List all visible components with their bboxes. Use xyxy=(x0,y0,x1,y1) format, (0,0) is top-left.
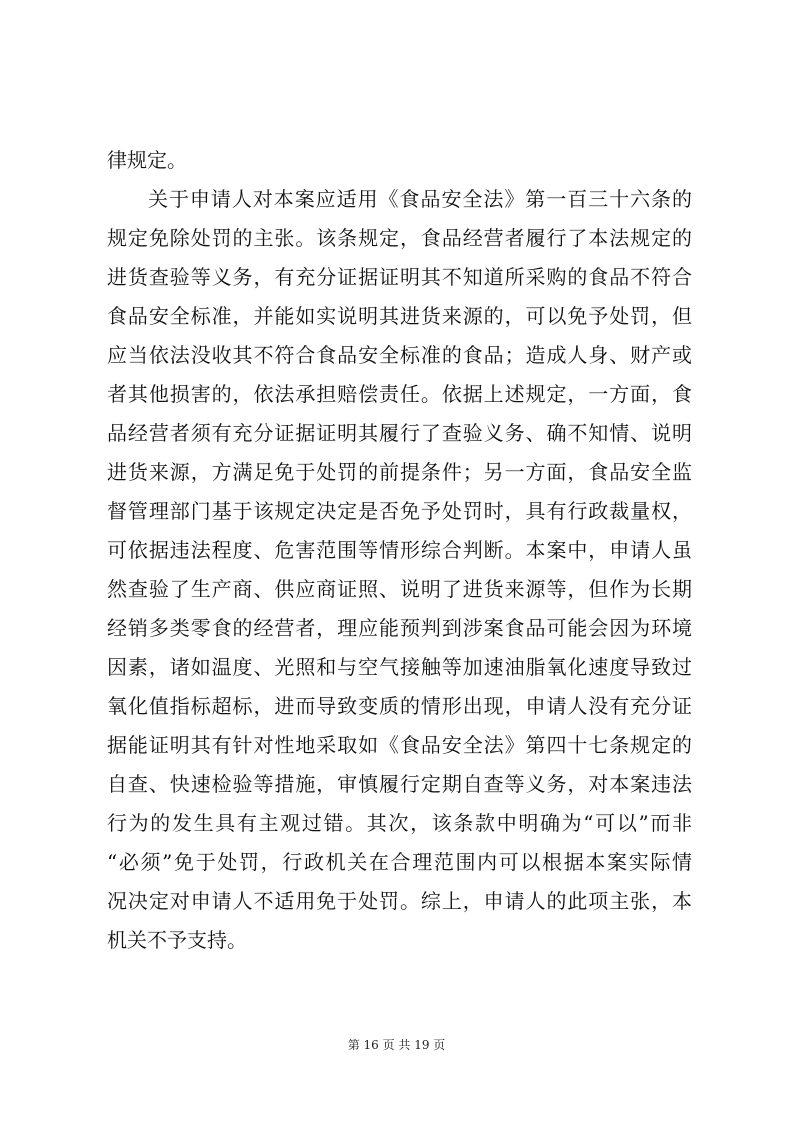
paragraph-line: 应当依法没收其不符合食品安全标准的食品；造成人身、财产或 xyxy=(107,343,692,367)
paragraph-line: 督管理部门基于该规定决定是否免予处罚时，具有行政裁量权， xyxy=(107,499,692,523)
paragraph-line: 可依据违法程度、危害范围等情形综合判断。本案中，申请人虽 xyxy=(107,538,692,562)
paragraph-line: 食品安全标准，并能如实说明其进货来源的，可以免予处罚，但 xyxy=(107,304,692,328)
paragraph-line: 经销多类零食的经营者，理应能预判到涉案食品可能会因为环境 xyxy=(107,616,692,640)
paragraph-line: 因素，诸如温度、光照和与空气接触等加速油脂氧化速度导致过 xyxy=(107,655,692,679)
paragraph-line: 品经营者须有充分证据证明其履行了查验义务、确不知情、说明 xyxy=(107,421,692,445)
paragraph-line: 氧化值指标超标，进而导致变质的情形出现，申请人没有充分证 xyxy=(107,694,692,718)
paragraph-line: 行为的发生具有主观过错。其次，该条款中明确为“可以”而非 xyxy=(107,811,692,835)
document-body xyxy=(107,141,692,960)
paragraph-line: 然查验了生产商、供应商证照、说明了进货来源等，但作为长期 xyxy=(107,577,692,601)
paragraph-line: 者其他损害的，依法承担赔偿责任。依据上述规定，一方面，食 xyxy=(107,382,692,406)
paragraph-line: 规定免除处罚的主张。该条规定，食品经营者履行了本法规定的 xyxy=(107,226,692,250)
paragraph-line: 况决定对申请人不适用免于处罚。综上，申请人的此项主张，本 xyxy=(107,889,692,913)
paragraph-line: 进货查验等义务，有充分证据证明其不知道所采购的食品不符合 xyxy=(107,265,692,289)
paragraph-line: “必须”免于处罚，行政机关在合理范围内可以根据本案实际情 xyxy=(107,850,692,874)
paragraph-line: 据能证明其有针对性地采取如《食品安全法》第四十七条规定的 xyxy=(107,733,692,757)
page-number-footer: 第 16 页 共 19 页 xyxy=(347,1038,446,1052)
paragraph-line: 律规定。 xyxy=(107,148,187,172)
paragraph-line: 关于申请人对本案应适用《食品安全法》第一百三十六条的 xyxy=(148,187,692,211)
paragraph-line: 进货来源，方满足免于处罚的前提条件；另一方面，食品安全监 xyxy=(107,460,692,484)
paragraph-line: 机关不予支持。 xyxy=(107,928,247,952)
paragraph-line: 自查、快速检验等措施，审慎履行定期自查等义务，对本案违法 xyxy=(107,772,692,796)
